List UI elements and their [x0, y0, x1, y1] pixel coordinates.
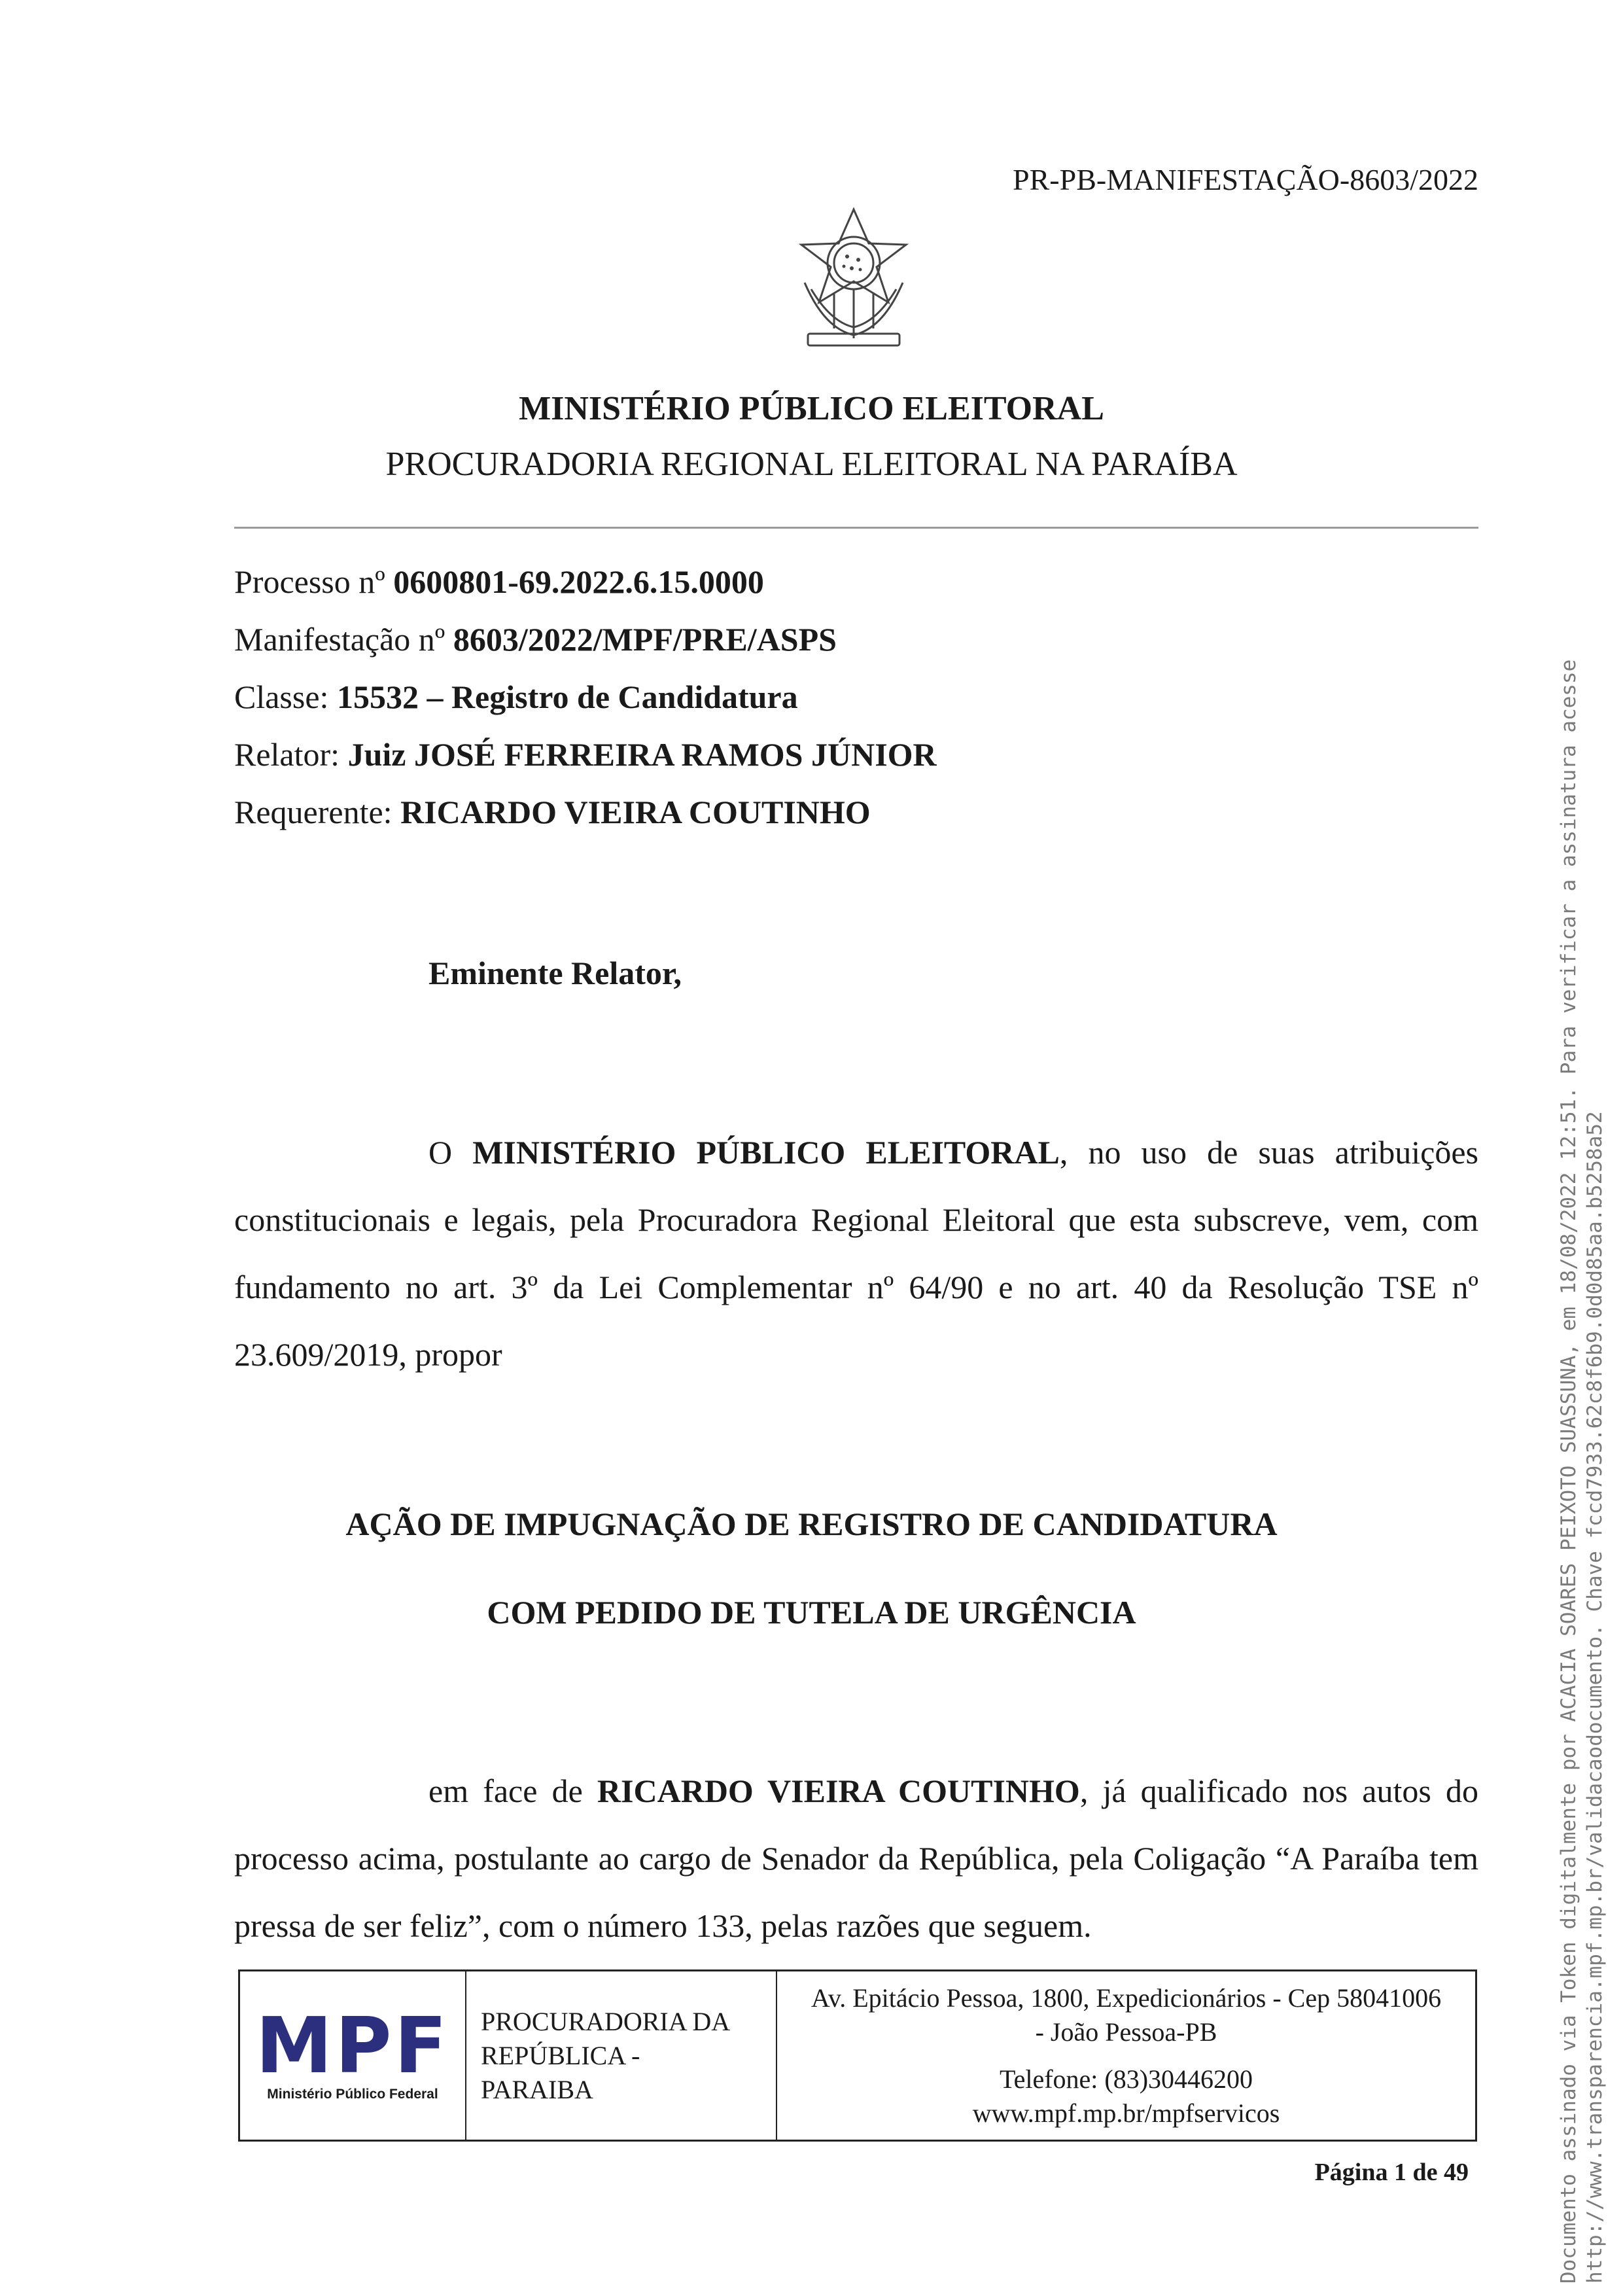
manifestation-number-row — [234, 610, 1477, 668]
organization-subtitle: PROCURADORIA REGIONAL ELEITORAL NA PARAÍBA — [385, 446, 1238, 483]
process-number-row — [234, 553, 1477, 610]
verification-link[interactable]: http://www.transparencia.mpf.mp.br/validacaodocumento. Chave fccd7933.62c8f6b9.0d0d85aa.b5258a52 — [1583, 1111, 1607, 2284]
meta-value: Juiz JOSÉ FERREIRA RAMOS JÚNIOR — [347, 736, 937, 773]
meta-label: Requerente: — [234, 794, 401, 830]
meta-label: Processo nº — [234, 563, 394, 600]
action-subtitle: COM PEDIDO DE TUTELA DE URGÊNCIA — [487, 1594, 1136, 1631]
greeting: Eminente Relator, — [428, 955, 682, 991]
mpf-logo-subtitle: Ministério Público Federal — [267, 2086, 438, 2102]
paragraph-bold-text: RICARDO VIEIRA COUTINHO — [597, 1773, 1080, 1809]
meta-label: Manifestação nº — [234, 621, 453, 658]
footer-box — [238, 1969, 1477, 2142]
unit-line: REPÚBLICA - — [481, 2040, 640, 2070]
signature-verification-note — [1556, 451, 1608, 2284]
class-row — [234, 668, 1477, 726]
meta-value: RICARDO VIEIRA COUTINHO — [400, 794, 871, 830]
footer-unit — [466, 1971, 777, 2140]
phone: Telefone: (83)30446200 — [999, 2064, 1253, 2094]
header-divider — [234, 527, 1478, 529]
document-reference: PR-PB-MANIFESTAÇÃO-8603/2022 — [1013, 163, 1478, 196]
paragraph-text: em face de — [428, 1773, 597, 1809]
defendant-paragraph — [234, 1757, 1478, 1960]
unit-line: PROCURADORIA DA — [481, 2006, 731, 2036]
mpf-logo-text: MPF — [255, 2000, 450, 2091]
page-number: Página 1 de 49 — [1314, 2159, 1469, 2186]
meta-value: 8603/2022/MPF/PRE/ASPS — [453, 621, 837, 658]
paragraph-text: , no uso de suas atribuições constitucionais e legais, pela Procuradora Regional Eleitoral que esta subscreve, vem, com fundamento no art. 3º da Lei Complementar nº 64/90 e no art. 40 da Resolução TSE nº 23.609/2019, propor — [234, 1134, 1478, 1373]
unit-line: PARAIBA — [481, 2074, 593, 2104]
website-link[interactable]: www.mpf.mp.br/mpfservicos — [972, 2098, 1280, 2128]
applicant-row — [234, 783, 1477, 841]
footer-contact — [777, 1971, 1475, 2140]
paragraph-text: O — [428, 1134, 473, 1171]
paragraph-text: , já qualificado nos autos do processo acima, postulante ao cargo de Senador da República, pela Coligação “A Paraíba tem pressa de ser feliz”, com o número 133, pelas razões que seguem. — [234, 1773, 1478, 1944]
address-line: Av. Epitácio Pessoa, 1800, Expedicionários - Cep 58041006 — [811, 1983, 1442, 2013]
meta-label: Relator: — [234, 736, 348, 773]
signature-line: Documento assinado via Token digitalmente por ACACIA SOARES PEIXOTO SUASSUNA, em 18/08/2022 12:51. Para verificar a assinatura acesse — [1557, 659, 1580, 2284]
coat-of-arms-icon — [778, 204, 929, 355]
meta-value: 15532 – Registro de Candidatura — [336, 679, 798, 715]
action-title: AÇÃO DE IMPUGNAÇÃO DE REGISTRO DE CANDIDATURA — [345, 1506, 1278, 1542]
meta-value: 0600801-69.2022.6.15.0000 — [393, 563, 764, 600]
meta-label: Classe: — [234, 679, 337, 715]
address-line: - João Pessoa-PB — [1035, 2017, 1217, 2047]
mpf-logo — [240, 1971, 466, 2140]
organization-title: MINISTÉRIO PÚBLICO ELEITORAL — [519, 390, 1104, 427]
paragraph-bold-text: MINISTÉRIO PÚBLICO ELEITORAL — [472, 1134, 1060, 1171]
intro-paragraph — [234, 1119, 1478, 1388]
rapporteur-row — [234, 726, 1477, 783]
case-metadata — [234, 553, 1477, 841]
